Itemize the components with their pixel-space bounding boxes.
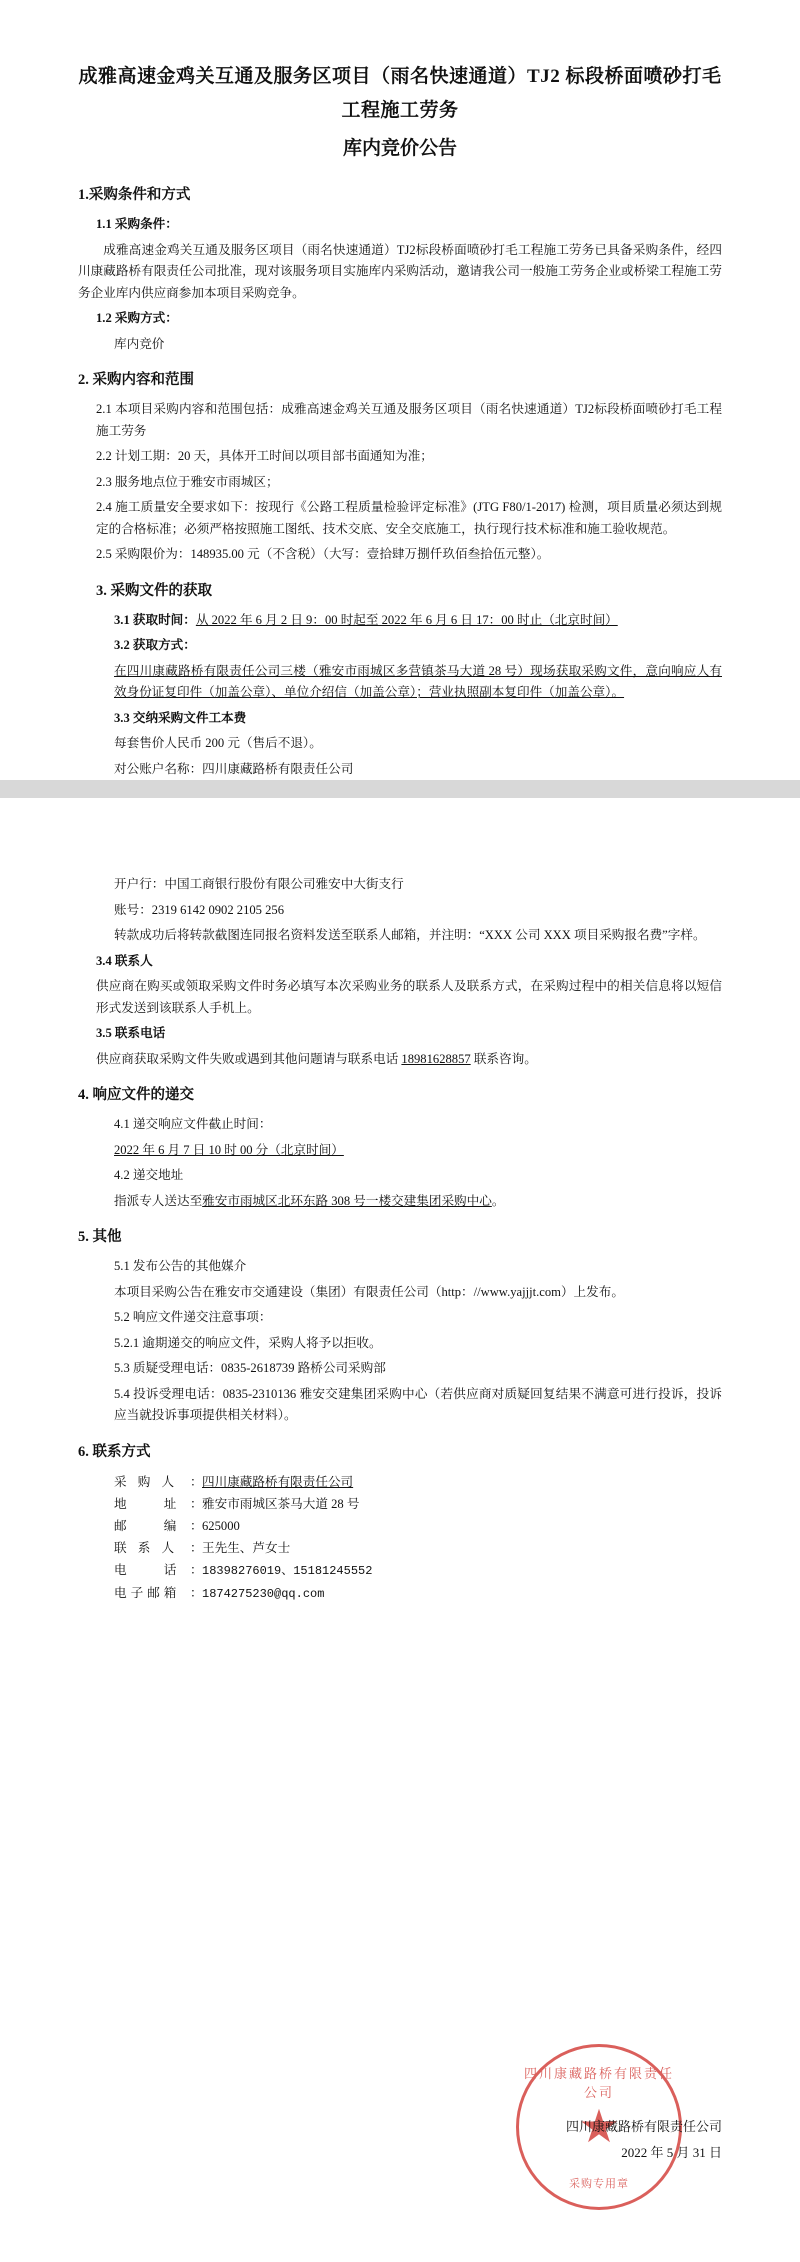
section-3-1-row xyxy=(78,610,722,632)
section-3-heading: 3. 采购文件的获取 xyxy=(96,582,212,599)
section-3-5-text xyxy=(78,1049,722,1071)
section-2-5-text: 2.5 采购限价为：148935.00 元（不含税）（大写：壹拾肆万捌仟玖佰叁拾伍元整）。 xyxy=(96,547,550,561)
seal-bottom-text: 采购专用章 xyxy=(569,2178,629,2190)
section-3-4-text: 供应商在购买或领取采购文件时务必填写本次采购业务的联系人及联系方式，在采购过程中的相关信息将以短信形式发送到该联系人手机上。 xyxy=(96,979,722,1015)
section-2-1-text: 2.1 本项目采购内容和范围包括：成雅高速金鸡关互通及服务区项目（雨名快速通道）TJ2标段桥面喷砂打毛工程施工劳务 xyxy=(96,402,722,438)
contact-row xyxy=(114,1515,722,1537)
section-4-1-label: 4.1 递交响应文件截止时间： xyxy=(114,1117,272,1131)
contact-row xyxy=(114,1471,722,1493)
contact-row xyxy=(114,1493,722,1515)
section-3-4-heading: 3.4 联系人 xyxy=(96,953,153,968)
contact-row xyxy=(114,1537,722,1559)
contact-value: 雅安市雨城区茶马大道 28 号 xyxy=(202,1496,360,1511)
contact-row xyxy=(114,1559,722,1582)
section-3-account-value: 四川康藏路桥有限责任公司 xyxy=(202,761,354,776)
section-1-heading: 1.采购条件和方式 xyxy=(78,187,191,203)
seal-top-text: 四川康藏路桥有限责任公司 xyxy=(523,2066,674,2100)
section-3-account-row xyxy=(78,759,722,781)
contact-colon: ： xyxy=(190,1474,203,1489)
section-2-heading: 2. 采购内容和范围 xyxy=(78,372,194,388)
section-2-3-text: 2.3 服务地点位于雅安市雨城区； xyxy=(96,474,279,489)
section-3-account-label: 对公账户名称： xyxy=(114,761,203,776)
bank-name-text: 开户行：中国工商银行股份有限公司雅安中大街支行 xyxy=(114,877,404,891)
section-1-1-text: 成雅高速金鸡关互通及服务区项目（雨名快速通道）TJ2标段桥面喷砂打毛工程施工劳务已具备采购条件，经四川康藏路桥有限责任公司批准，现对该服务项目实施库内采购活动，邀请我公司一般施工劳务企业或桥梁工程施工劳务企业库内供应商参加本项目采购竞争。 xyxy=(78,242,722,300)
signature-company: 四川康藏路桥有限责任公司 xyxy=(565,2119,722,2134)
section-3-2-text: 在四川康藏路桥有限责任公司三楼（雅安市雨城区多营镇茶马大道 28 号）现场获取采购文件，意向响应人有效身份证复印件（加盖公章）、单位介绍信（加盖公章）；营业执照副本复印件（加盖公章）。 xyxy=(114,663,722,699)
contact-colon: ： xyxy=(190,1518,203,1533)
section-3-2-label: 3.2 获取方式： xyxy=(114,638,196,652)
section-5-1-label: 5.1 发布公告的其他媒介 xyxy=(114,1259,247,1273)
section-3-1-label: 3.1 获取时间： xyxy=(114,612,196,627)
contact-colon: ： xyxy=(190,1540,203,1555)
section-4-2-text xyxy=(78,1191,722,1213)
contact-label: 联 系 人 xyxy=(114,1540,179,1555)
signature-date: 2022 年 5 月 31 日 xyxy=(621,2145,722,2160)
contact-label: 采 购 人 xyxy=(114,1474,179,1489)
contact-colon: ： xyxy=(190,1496,203,1511)
contact-value: 王先生、芦女士 xyxy=(202,1540,291,1555)
section-4-2-text-pre: 指派专人送达至 xyxy=(114,1193,203,1208)
contact-row xyxy=(114,1582,722,1605)
section-5-2-label: 5.2 响应文件递交注意事项： xyxy=(114,1310,272,1324)
section-5-2-1-text: 5.2.1 逾期递交的响应文件，采购人将予以拒收。 xyxy=(114,1335,382,1350)
section-3-5-heading: 3.5 联系电话 xyxy=(96,1026,166,1040)
section-4-1-value: 2022 年 6 月 7 日 10 时 00 分（北京时间） xyxy=(114,1142,344,1157)
section-5-4-text: 5.4 投诉受理电话：0835-2310136 雅安交建集团采购中心（若供应商对质疑回复结果不满意可进行投诉，投诉应当就投诉事项提供相关材料）。 xyxy=(114,1386,722,1422)
signature-block xyxy=(566,2114,722,2166)
contact-label: 电子邮箱 xyxy=(114,1585,181,1600)
contact-label: 邮 编 xyxy=(114,1518,181,1533)
section-3-3-text: 每套售价人民币 200 元（售后不退）。 xyxy=(114,736,322,750)
contact-label: 电 话 xyxy=(114,1562,181,1577)
contact-value: 四川康藏路桥有限责任公司 xyxy=(202,1474,354,1489)
section-3-5-text-pre: 供应商获取采购文件失败或遇到其他问题请与联系电话 xyxy=(96,1051,402,1066)
section-1-1-heading: 1.1 采购条件： xyxy=(96,217,178,231)
section-4-heading: 4. 响应文件的递交 xyxy=(78,1087,194,1103)
section-6-heading: 6. 联系方式 xyxy=(78,1443,151,1460)
page-title: 成雅高速金鸡关互通及服务区项目（雨名快速通道）TJ2 标段桥面喷砂打毛工程施工劳务 xyxy=(78,66,722,121)
section-2-2-text: 2.2 计划工期：20 天，具体开工时间以项目部书面通知为准； xyxy=(96,449,433,463)
section-5-heading: 5. 其他 xyxy=(78,1229,122,1245)
contact-value: 625000 xyxy=(202,1518,240,1533)
section-4-2-label: 4.2 递交地址 xyxy=(114,1168,184,1182)
contact-phone: 18981628857 xyxy=(401,1051,471,1066)
section-3-3-label: 3.3 交纳采购文件工本费 xyxy=(114,710,247,725)
section-5-3-text: 5.3 质疑受理电话：0835-2618739 路桥公司采购部 xyxy=(114,1361,386,1375)
section-5-1-text: 本项目采购公告在雅安市交通建设（集团）有限责任公司（http：//www.yajjjt.com）上发布。 xyxy=(114,1284,624,1299)
section-3-5-text-post: 联系咨询。 xyxy=(470,1051,537,1066)
section-4-2-text-post: 。 xyxy=(491,1193,505,1208)
contact-table xyxy=(78,1471,722,1605)
document-page-2 xyxy=(0,798,800,2262)
section-1-2-text: 库内竞价 xyxy=(114,336,165,351)
transfer-note-text: 转款成功后将转款截图连同报名资料发送至联系人邮箱，并注明：“XXX 公司 XXX 项目采购报名费”字样。 xyxy=(114,928,706,942)
section-2-4-text: 2.4 施工质量安全要求如下：按现行《公路工程质量检验评定标准》(JTG F80/1-2017) 检测，项目质量必须达到规定的合格标准；必须严格按照施工图纸、技术交底、安全交底施工，执行现行技术标准和施工验收规范。 xyxy=(96,500,722,536)
section-4-2-address: 雅安市雨城区北环东路 308 号一楼交建集团采购中心 xyxy=(202,1193,492,1208)
contact-value: 18398276019、15181245552 xyxy=(202,1563,373,1578)
section-3-1-value: 从 2022 年 6 月 2 日 9：00 时起至 2022 年 6 月 6 日 17：00 时止（北京时间） xyxy=(195,612,618,627)
section-1-2-heading: 1.2 采购方式： xyxy=(96,311,178,325)
contact-label: 地 址 xyxy=(114,1496,181,1511)
contact-value: 1874275230@qq.com xyxy=(202,1586,325,1601)
document-page-1 xyxy=(0,0,800,780)
page-subtitle: 库内竞价公告 xyxy=(342,138,457,159)
contact-colon: ： xyxy=(190,1562,203,1577)
contact-colon: ： xyxy=(190,1585,203,1600)
bank-account-text: 账号：2319 6142 0902 2105 256 xyxy=(114,902,285,917)
seal-star-icon: ★ xyxy=(578,2101,620,2152)
page-separator xyxy=(0,780,800,798)
